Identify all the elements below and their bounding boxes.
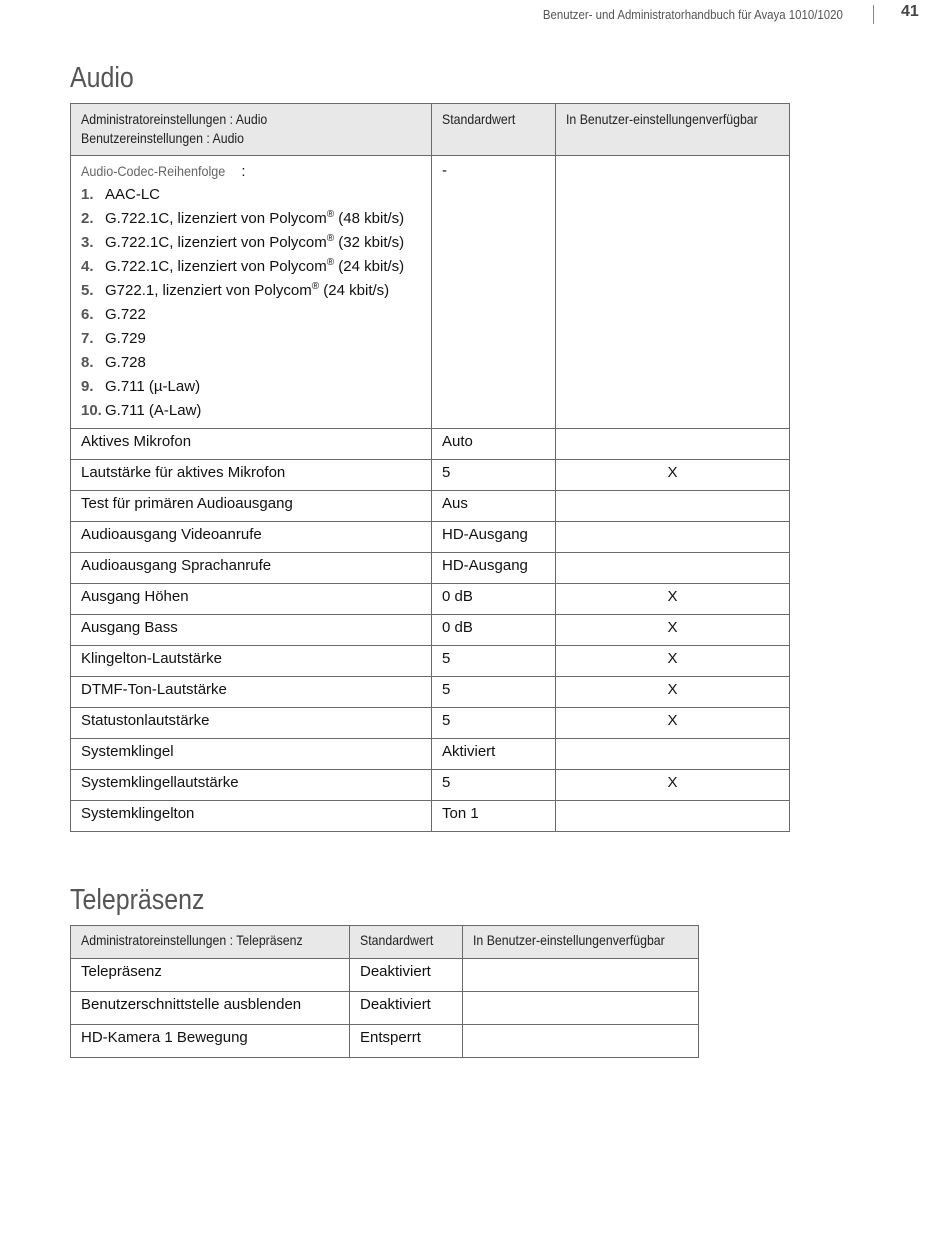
page-number: 41 (901, 3, 919, 20)
table-row (71, 992, 699, 1025)
codec-list-item (81, 279, 421, 303)
header-divider (873, 5, 874, 24)
codec-list-number: 3. (81, 234, 94, 251)
setting-cell: Benutzerschnittstelle ausblenden (71, 992, 350, 1025)
user-available-cell: X (556, 584, 790, 615)
setting-cell: Klingelton-Lautstärke (71, 646, 432, 677)
codec-list-item (81, 399, 421, 423)
setting-cell: Audioausgang Sprachanrufe (71, 553, 432, 584)
user-available-cell (463, 959, 699, 992)
table-row (71, 429, 790, 460)
user-available-cell: X (556, 677, 790, 708)
table-header-row (71, 104, 790, 156)
codec-default-cell: - (432, 156, 556, 429)
codec-list-number: 7. (81, 330, 94, 347)
default-value-cell: Aus (432, 491, 556, 522)
default-value-cell: 0 dB (432, 615, 556, 646)
default-value-cell: Aktiviert (432, 739, 556, 770)
default-value-cell: Entsperrt (350, 1025, 463, 1058)
table-row (71, 959, 699, 992)
codec-list-item (81, 183, 421, 207)
table-row (71, 1025, 699, 1058)
audio-heading: Audio (70, 62, 134, 94)
codec-list-text: G.722.1C, lizenziert von Polycom® (48 kbit/s) (105, 209, 405, 227)
codec-list-text: G.722 (105, 306, 146, 323)
user-available-cell (556, 801, 790, 832)
setting-cell: Lautstärke für aktives Mikrofon (71, 460, 432, 491)
audio-settings-table (70, 103, 790, 832)
table-header-row (71, 926, 699, 959)
user-available-cell (556, 491, 790, 522)
codec-list-number: 6. (81, 306, 94, 323)
user-available-cell: X (556, 770, 790, 801)
codec-list-number: 9. (81, 378, 94, 395)
codec-list-item (81, 207, 421, 231)
setting-cell: Test für primären Audioausgang (71, 491, 432, 522)
telepresence-settings-table (70, 925, 699, 1058)
default-value-cell: Deaktiviert (350, 992, 463, 1025)
table-row (71, 615, 790, 646)
codec-user-cell (556, 156, 790, 429)
default-value-cell: 0 dB (432, 584, 556, 615)
codec-list-number: 10. (81, 402, 102, 419)
user-available-cell (556, 522, 790, 553)
table-row (71, 801, 790, 832)
table-row (71, 770, 790, 801)
default-value-cell: 5 (432, 677, 556, 708)
codec-list-item (81, 255, 421, 279)
setting-cell: Telepräsenz (71, 959, 350, 992)
table-row (71, 739, 790, 770)
default-value-cell: HD-Ausgang (432, 553, 556, 584)
codec-list-text: G722.1, lizenziert von Polycom® (24 kbit/s) (105, 281, 390, 299)
table-row (71, 522, 790, 553)
codec-list-item (81, 303, 421, 327)
default-value-cell: Ton 1 (432, 801, 556, 832)
user-available-cell (556, 553, 790, 584)
codec-list-number: 8. (81, 354, 94, 371)
col-header-user-available: In Benutzer-einstellungenverfügbar (463, 926, 699, 959)
codec-list-text: G.711 (A-Law) (105, 402, 202, 419)
codec-order-cell: Audio-Codec-Reihenfolge : 1. AAC-LC 2. G.722.1C, lizenziert von Polycom® (48 kbit/s) 3. G.722.1C, lizenziert von Polycom® (32 kbit/s) 4. G.722.1C, lizenziert von Polycom® (24 kbit/s) 5. G722.1, lizenziert von Polycom® (24 kbit/s) 6. G.722 7. G.729 8. G.728 9. G.711 (µ-Law) 10. G.711 (A-Law) (71, 156, 432, 429)
setting-cell: Aktives Mikrofon (71, 429, 432, 460)
default-value-cell: Deaktiviert (350, 959, 463, 992)
user-available-cell: X (556, 460, 790, 491)
table-row (71, 491, 790, 522)
user-available-cell: X (556, 615, 790, 646)
col-header-settings (71, 104, 432, 156)
codec-list-number: 1. (81, 186, 94, 203)
table-row (71, 646, 790, 677)
col-header-admin-line: Administratoreinstellungen : Audio (81, 111, 268, 127)
codec-list-item (81, 231, 421, 255)
col-header-settings: Administratoreinstellungen : Telepräsenz (71, 926, 350, 959)
setting-cell: Systemklingelton (71, 801, 432, 832)
default-value-cell: 5 (432, 708, 556, 739)
table-row (71, 708, 790, 739)
table-row (71, 677, 790, 708)
table-row (71, 156, 790, 429)
col-header-default: Standardwert (350, 926, 463, 959)
default-value-cell: 5 (432, 770, 556, 801)
codec-list-item (81, 375, 421, 399)
col-header-default: Standardwert (432, 104, 556, 156)
codec-list-number: 5. (81, 282, 94, 299)
default-value-cell: HD-Ausgang (432, 522, 556, 553)
user-available-cell (556, 429, 790, 460)
telepresence-heading: Telepräsenz (70, 884, 205, 916)
setting-cell: Statustonlautstärke (71, 708, 432, 739)
setting-cell: Ausgang Bass (71, 615, 432, 646)
codec-list-item (81, 351, 421, 375)
codec-list-text: G.729 (105, 330, 146, 347)
setting-cell: Systemklingellautstärke (71, 770, 432, 801)
running-header: Benutzer- und Administratorhandbuch für Avaya 1010/1020 (543, 7, 843, 22)
col-header-user-available: In Benutzer-einstellungenverfügbar (556, 104, 790, 156)
default-value-cell: Auto (432, 429, 556, 460)
codec-list-text: G.722.1C, lizenziert von Polycom® (32 kbit/s) (105, 233, 405, 251)
default-value-cell: 5 (432, 460, 556, 491)
codec-order-list (81, 183, 421, 423)
user-available-cell (556, 739, 790, 770)
setting-cell: Ausgang Höhen (71, 584, 432, 615)
col-header-user-line: Benutzereinstellungen : Audio (81, 130, 245, 146)
setting-cell: Audioausgang Videoanrufe (71, 522, 432, 553)
table-row (71, 553, 790, 584)
codec-list-number: 4. (81, 258, 94, 275)
user-available-cell: X (556, 708, 790, 739)
table-row (71, 460, 790, 491)
default-value-cell: 5 (432, 646, 556, 677)
setting-cell: DTMF-Ton-Lautstärke (71, 677, 432, 708)
codec-list-text: G.728 (105, 354, 146, 371)
codec-list-text: G.711 (µ-Law) (105, 378, 201, 395)
setting-cell: HD-Kamera 1 Bewegung (71, 1025, 350, 1058)
codec-list-item (81, 327, 421, 351)
user-available-cell (463, 1025, 699, 1058)
user-available-cell (463, 992, 699, 1025)
user-available-cell: X (556, 646, 790, 677)
codec-list-number: 2. (81, 210, 94, 227)
codec-order-title: Audio-Codec-Reihenfolge (81, 163, 226, 179)
setting-cell: Systemklingel (71, 739, 432, 770)
codec-list-text: G.722.1C, lizenziert von Polycom® (24 kbit/s) (105, 257, 405, 275)
table-row (71, 584, 790, 615)
codec-list-text: AAC-LC (105, 186, 161, 203)
